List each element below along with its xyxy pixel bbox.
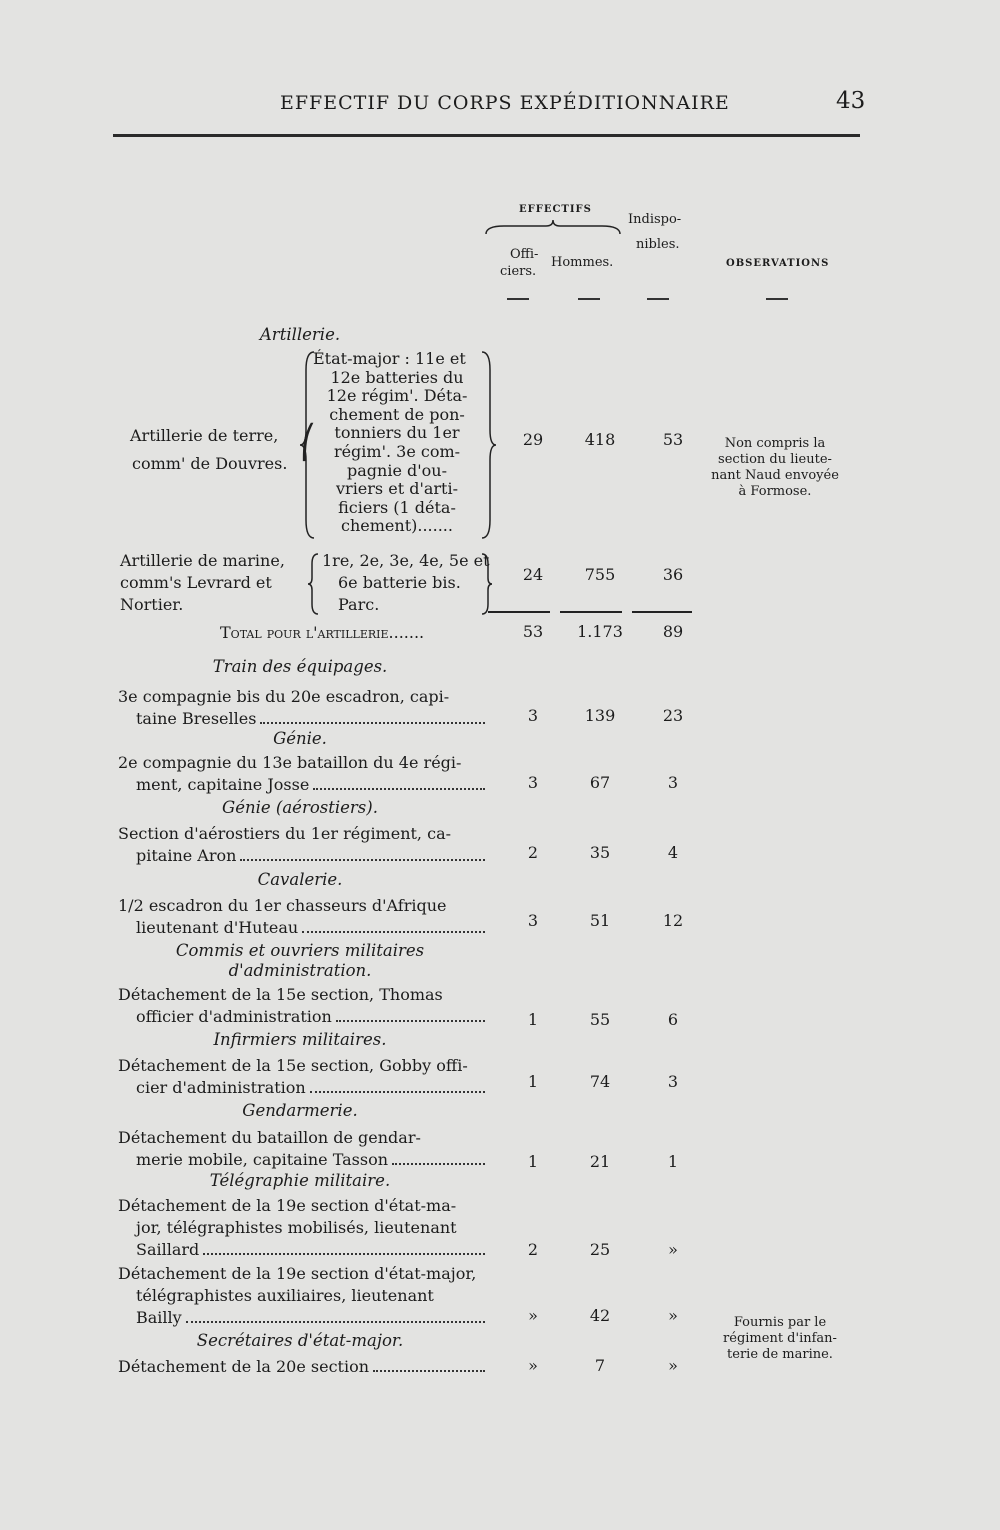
observation-terre [705, 436, 845, 500]
value-officiers: 3 [527, 911, 539, 930]
value-hommes: 755 [584, 565, 616, 584]
value-officiers: 1 [527, 1010, 539, 1029]
leader-dots [260, 708, 485, 724]
detail-line: chement)....... [341, 516, 453, 536]
effectifs-brace [484, 218, 622, 238]
detail-line: tonniers du 1er [334, 423, 460, 443]
page-number: 43 [836, 88, 866, 114]
value-indisponibles: 6 [667, 1010, 679, 1029]
value-hommes: 25 [589, 1240, 611, 1259]
value-officiers: 3 [527, 706, 539, 725]
value-hommes: 74 [589, 1072, 611, 1091]
section-artillerie: Artillerie. [259, 325, 341, 344]
col-dash [578, 298, 600, 300]
col-hommes-header: Hommes. [551, 255, 614, 270]
value-hommes: 418 [584, 430, 616, 449]
col-indispo-header-2: nibles. [636, 237, 680, 252]
obs-line: Fournis par le [733, 1315, 827, 1330]
value-hommes: 7 [594, 1356, 606, 1375]
obs-line: terie de marine. [727, 1347, 833, 1362]
total-rule [560, 611, 622, 613]
leader-dots [392, 1149, 485, 1165]
row-line: Détachement de la 15e section, Thomas [118, 985, 443, 1004]
col-dash [507, 298, 529, 300]
detail-line: régim'. 3e com- [333, 441, 461, 461]
value-officiers: » [528, 1356, 538, 1375]
value-hommes: 55 [589, 1010, 611, 1029]
section-heading: Génie. [273, 729, 327, 748]
value-officiers: 1 [527, 1152, 539, 1171]
section-heading: Secrétaires d'état-major. [196, 1331, 404, 1350]
col-dash [766, 298, 788, 300]
leader-dots [310, 1077, 485, 1093]
value-indisponibles: 89 [662, 622, 684, 641]
marine-left-brace [306, 552, 320, 616]
total-rule [488, 611, 550, 613]
obs-line: section du lieute- [718, 452, 832, 467]
value-hommes: 67 [589, 773, 611, 792]
value-officiers: 53 [522, 622, 544, 641]
section-heading: Infirmiers militaires. [213, 1030, 387, 1049]
row-line [136, 1006, 485, 1028]
artillerie-terre-label-2: comm' de Douvres. [132, 454, 288, 473]
detail-line: 6e batterie bis. [338, 573, 461, 592]
artillerie-terre-detail [313, 350, 481, 536]
row-text: Bailly [136, 1308, 182, 1327]
row-line [136, 1239, 485, 1261]
value-indisponibles: » [668, 1306, 678, 1325]
detail-line: pagnie d'ou- [347, 460, 447, 480]
row-text: merie mobile, capitaine Tasson [136, 1150, 389, 1169]
detail-line: ficiers (1 déta- [338, 497, 456, 517]
page-header-title: EFFECTIF DU CORPS EXPÉDITIONNAIRE [280, 92, 730, 114]
leader-dots [373, 1356, 485, 1372]
row-line [136, 708, 485, 730]
left-brace: ⎛ [300, 423, 316, 461]
row-line: télégraphistes auxiliaires, lieutenant [136, 1286, 434, 1305]
row-line: 1/2 escadron du 1er chasseurs d'Afrique [118, 896, 447, 915]
row-line: Détachement de la 15e section, Gobby offi- [118, 1056, 468, 1075]
terre-right-brace [478, 350, 498, 540]
row-line [136, 1307, 485, 1329]
value-indisponibles: 23 [662, 706, 684, 725]
row-text: taine Breselles [136, 709, 257, 728]
value-officiers: 1 [527, 1072, 539, 1091]
detail-line: 1re, 2e, 3e, 4e, 5e et [322, 551, 490, 570]
detail-line: vriers et d'arti- [336, 479, 458, 499]
value-officiers: 2 [527, 843, 539, 862]
header-rule [113, 134, 860, 137]
section-heading: Cavalerie. [257, 870, 343, 889]
col-indispo-header-1: Indispo- [628, 212, 682, 227]
value-indisponibles: » [668, 1356, 678, 1375]
row-text: officier d'administration [136, 1007, 332, 1026]
marine-right-brace [480, 552, 494, 616]
col-officiers-header-1: Offi- [510, 247, 539, 262]
value-indisponibles: 53 [662, 430, 684, 449]
row-text: Saillard [136, 1240, 200, 1259]
row-line [136, 1077, 485, 1099]
artillerie-marine-label [120, 550, 285, 616]
value-indisponibles: 3 [667, 1072, 679, 1091]
value-indisponibles: 1 [667, 1152, 679, 1171]
leader-dots [313, 774, 485, 790]
observation-bottom [710, 1315, 850, 1363]
value-indisponibles: 12 [662, 911, 684, 930]
row-text: lieutenant d'Huteau [136, 918, 299, 937]
value-officiers: » [528, 1306, 538, 1325]
row-line: 3e compagnie bis du 20e escadron, capi- [118, 687, 450, 706]
row-line: Détachement de la 19e section d'état-ma- [118, 1196, 457, 1215]
value-hommes: 51 [589, 911, 611, 930]
col-effectifs-header: EFFECTIFS [519, 204, 592, 215]
value-officiers: 29 [522, 430, 544, 449]
obs-line: à Formose. [738, 484, 812, 499]
leader-dots [240, 845, 485, 861]
value-indisponibles: 36 [662, 565, 684, 584]
detail-line: 12e batteries du [330, 367, 464, 387]
leader-dots [336, 1006, 485, 1022]
row-line: Section d'aérostiers du 1er régiment, ca- [118, 824, 452, 843]
total-rule [632, 611, 692, 613]
row-text: ment, capitaine Josse [136, 775, 310, 794]
value-indisponibles: 4 [667, 843, 679, 862]
section-heading: Commis et ouvriers militaires d'administration. [175, 941, 425, 980]
detail-line: chement de pon- [329, 404, 465, 424]
col-observations-header: OBSERVATIONS [726, 258, 830, 269]
row-line [136, 1149, 485, 1171]
detail-line: 12e régim'. Déta- [326, 386, 468, 406]
value-hommes: 139 [584, 706, 616, 725]
row-line [118, 1356, 485, 1378]
artillerie-marine-detail [322, 550, 490, 616]
artillerie-total-label: Total pour l'artillerie....... [220, 623, 425, 642]
row-line [136, 774, 485, 796]
value-hommes: 35 [589, 843, 611, 862]
section-heading: Télégraphie militaire. [209, 1171, 391, 1190]
obs-line: nant Naud envoyée [711, 468, 839, 483]
leader-dots [203, 1239, 485, 1255]
label-line: Artillerie de marine, [120, 551, 285, 570]
col-dash [647, 298, 669, 300]
row-text: pitaine Aron [136, 846, 237, 865]
section-heading: Train des équipages. [212, 657, 388, 676]
row-line: Détachement du bataillon de gendar- [118, 1128, 421, 1147]
row-text: cier d'administration [136, 1078, 306, 1097]
detail-line: État-major : 11e et [313, 349, 466, 368]
label-line: Nortier. [120, 595, 184, 614]
row-line [136, 917, 485, 939]
detail-line: Parc. [338, 595, 380, 614]
value-indisponibles: 3 [667, 773, 679, 792]
col-officiers-header-2: ciers. [500, 264, 537, 279]
label-line: comm's Levrard et [120, 573, 272, 592]
value-officiers: 2 [527, 1240, 539, 1259]
section-heading: Gendarmerie. [242, 1101, 358, 1120]
leader-dots [186, 1307, 485, 1323]
row-line [136, 845, 485, 867]
row-line: Détachement de la 19e section d'état-major, [118, 1264, 477, 1283]
leader-dots [302, 917, 485, 933]
value-hommes: 1.173 [577, 622, 623, 641]
obs-line: Non compris la [724, 436, 826, 451]
row-line: jor, télégraphistes mobilisés, lieutenant [136, 1218, 457, 1237]
section-heading: Génie (aérostiers). [222, 798, 378, 817]
obs-line: régiment d'infan- [723, 1331, 837, 1346]
row-text: Détachement de la 20e section [118, 1357, 370, 1376]
value-indisponibles: » [668, 1240, 678, 1259]
value-hommes: 21 [589, 1152, 611, 1171]
row-line: 2e compagnie du 13e bataillon du 4e régi- [118, 753, 462, 772]
artillerie-terre-label-1: Artillerie de terre, [130, 426, 279, 445]
value-hommes: 42 [589, 1306, 611, 1325]
value-officiers: 3 [527, 773, 539, 792]
value-officiers: 24 [522, 565, 544, 584]
